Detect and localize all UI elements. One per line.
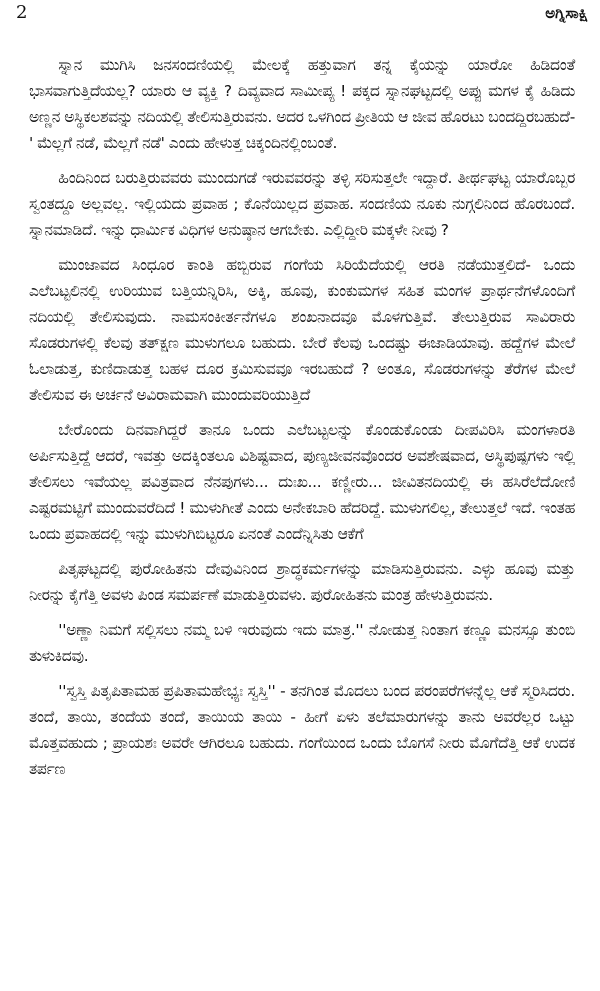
paragraph: ಮುಂಜಾವದ ಸಿಂಧೂರ ಕಾಂತಿ ಹಬ್ಬಿರುವ ಗಂಗೆಯ ಸಿರಿಯೆದೆಯಲ್ಲಿ ಆರತಿ ನಡೆಯುತ್ತಲಿದೆ- ಒಂದು ಎಲೆಬಟ್ಟಲಿನಲ್ಲಿ ಉರಿಯುವ ಬತ್ತಿಯನ್ನಿರಿಸಿ, ಅಕ್ಕಿ, ಹೂವು, ಕುಂಕುಮಗಳ ಸಹಿತ ಮಂಗಳ ಪ್ರಾರ್ಥನೆಗಳೊಂದಿಗೆ ನದಿಯಲ್ಲಿ ತೇಲಿಸುವುದು. ನಾಮಸಂಕೀರ್ತನೆಗಳೂ ಶಂಖನಾದವೂ ಮೊಳಗುತ್ತಿವೆ. ತೇಲುತ್ತಿರುವ ಸಾವಿರಾರು ಸೊಡರುಗಳಲ್ಲಿ ಕೆಲವು ತತ್ಕ್ಷಣ ಮುಳುಗಲೂ ಬಹುದು. ಬೇರೆ ಕೆಲವು ಒಂದಷ್ಟು ಈಜಾಡಿಯಾವು. ಹದ್ದೆಗಳ ಮೇಲೆ ಓಲಾಡುತ್ತ, ಕುಣಿದಾಡುತ್ತ ಬಹಳ ದೂರ ಕ್ರಮಿಸುವವೂ ಇರಬಹುದೆ ? ಅಂತೂ, ಸೊಡರುಗಳನ್ನು ತೆರೆಗಳ ಮೇಲೆ ತೇಲಿಸುವ ಈ ಅರ್ಚನೆ ಅವಿರಾಮವಾಗಿ ಮುಂದುವರಿಯುತ್ತಿದೆ bbox=[29, 256, 575, 404]
page-header bbox=[16, 2, 588, 26]
running-title: ಅಗ್ನಿಸಾಕ್ಷಿ bbox=[545, 4, 588, 22]
paragraph: ಪಿತೃಘಟ್ಟದಲ್ಲಿ ಪುರೋಹಿತನು ದೇವುವಿನಿಂದ ಶ್ರಾದ್ಧಕರ್ಮಗಳನ್ನು ಮಾಡಿಸುತ್ತಿರುವನು. ಎಳ್ಳು ಹೂವು ಮತ್ತು ನೀರನ್ನು ಕೈಗೆತ್ತಿ ಅವಳು ಪಿಂಡ ಸಮರ್ಪಣೆ ಮಾಡುತ್ತಿರುವಳು. ಪುರೋಹಿತನು ಮಂತ್ರ ಹೇಳುತ್ತಿರುವನು. bbox=[29, 560, 575, 604]
paragraph: ಸ್ನಾನ ಮುಗಿಸಿ ಜನಸಂದಣಿಯಲ್ಲಿ ಮೇಲಕ್ಕೆ ಹತ್ತುವಾಗ ತನ್ನ ಕೈಯನ್ನು ಯಾರೋ ಹಿಡಿದಂತೆ ಭಾಸವಾಗುತ್ತಿದೆಯಲ್ಲ? ಯಾರು ಆ ವ್ಯಕ್ತಿ ? ದಿವ್ಯವಾದ ಸಾಮೀಪ್ಯ ! ಪಕ್ಕದ ಸ್ನಾನಘಟ್ಟದಲ್ಲಿ ಅಪ್ಪು ಮಗಳ ಕೈ ಹಿಡಿದು ಅಣ್ಣನ ಅಸ್ಥಿಕಲಶವನ್ನು ನದಿಯಲ್ಲಿ ತೇಲಿಸುತ್ತಿರುವನು. ಅದರ ಒಳಗಿಂದ ಪ್ರೀತಿಯ ಆ ಜೀವ ಹೊರಟು ಬಂದದ್ದಿರಬಹುದೆ-' ಮೆಲ್ಲಗೆ ನಡೆ, ಮೆಲ್ಲಗೆ ನಡೆ' ಎಂದು ಹೇಳುತ್ತ ಚಿಕ್ಕಂದಿನಲ್ಲಿಂಬಂತೆ. bbox=[29, 56, 575, 152]
page-number: 2 bbox=[16, 2, 28, 23]
paragraph: ಬೇರೊಂದು ದಿನವಾಗಿದ್ದರೆ ತಾನೂ ಒಂದು ಎಲೆಬಟ್ಟಲನ್ನು ಕೊಂಡುಕೊಂಡು ದೀಪವಿರಿಸಿ ಮಂಗಳಾರತಿ ಅರ್ಪಿಸುತ್ತಿದ್ದೆ ಆದರೆ, ಇವತ್ತು ಅದಕ್ಕಿಂತಲೂ ವಿಶಿಷ್ಟವಾದ, ಪುಣ್ಯಜೀವನವೊಂದರ ಅವಶೇಷವಾದ, ಅಸ್ಥಿಪುಷ್ಪಗಳು ಇಲ್ಲಿ ತೇಲಿಸಲು ಇವೆಯಲ್ಲ ಪವಿತ್ರವಾದ ನೆನಪುಗಳು... ದುಃಖ... ಕಣ್ಣೀರು... ಜೀವಿತನದಿಯಲ್ಲಿ ಈ ಹಸಿರೆಲೆದೋಣಿ ಎಷ್ಟರಮಟ್ಟಿಗೆ ಮುಂದುವರೆದಿದೆ ! ಮುಳುಗೀತೆ ಎಂದು ಅನೇಕಬಾರಿ ಹೆದರಿದ್ದೆ. ಮುಳುಗಲಿಲ್ಲ, ತೇಲುತ್ತಲೆ ಇದೆ. ಇಂತಹ ಒಂದು ಪ್ರವಾಹದಲ್ಲಿ ಇನ್ನು ಮುಳುಗಿಬಿಟ್ಟರೂ ಏನಂತೆ ಎಂದೆನ್ನಿಸಿತು ಆಕೆಗೆ bbox=[29, 421, 575, 543]
paragraph: ಹಿಂದಿನಿಂದ ಬರುತ್ತಿರುವವರು ಮುಂದುಗಡೆ ಇರುವವರನ್ನು ತಳ್ಳಿ ಸರಿಸುತ್ತಲೇ ಇದ್ದಾರೆ. ತೀರ್ಥಘಟ್ಟ ಯಾರೊಬ್ಬರ ಸ್ವಂತದ್ದೂ ಅಲ್ಲವಲ್ಲ. ಇಲ್ಲಿಯದು ಪ್ರವಾಹ ; ಕೊನೆಯಿಲ್ಲದ ಪ್ರವಾಹ. ಸಂದಣಿಯ ನೂಕು ನುಗ್ಗಲಿನಿಂದ ಹೊರಬಂದೆ. ಸ್ನಾನಮಾಡಿದೆ. ಇನ್ನು ಧಾರ್ಮಿಕ ವಿಧಿಗಳ ಅನುಷ್ಠಾನ ಆಗಬೇಕು. ಎಲ್ಲಿದ್ದೀರಿ ಮಕ್ಕಳೇ ನೀವು ? bbox=[29, 169, 575, 239]
body-text bbox=[29, 52, 575, 791]
paragraph: ''ಅಣ್ಣಾ ನಿಮಗೆ ಸಲ್ಲಿಸಲು ನಮ್ಮ ಬಳಿ ಇರುವುದು ಇದು ಮಾತ್ರ.'' ನೋಡುತ್ತ ನಿಂತಾಗ ಕಣ್ಣೂ ಮನಸ್ಸೂ ತುಂಬಿ ತುಳುಕಿದವು. bbox=[29, 621, 575, 665]
paragraph: ''ಸ್ವಸ್ತಿ ಪಿತೃಪಿತಾಮಹ ಪ್ರಪಿತಾಮಹೇಭ್ಯಃ ಸ್ವಸ್ತಿ'' - ತನಗಿಂತ ಮೊದಲು ಬಂದ ಪರಂಪರೆಗಳನ್ನೆಲ್ಲ ಆಕೆ ಸ್ಮರಿಸಿದರು. ತಂದೆ, ತಾಯಿ, ತಂದೆಯ ತಂದೆ, ತಾಯಿಯ ತಾಯಿ - ಹೀಗೆ ಏಳು ತಲೆಮಾರುಗಳನ್ನು ತಾನು ಅವರೆಲ್ಲರ ಒಟ್ಟು ಮೊತ್ತವಹುದು ; ಪ್ರಾಯಶಃ ಅವರೇ ಆಗಿರಲೂ ಬಹುದು. ಗಂಗೆಯಿಂದ ಒಂದು ಬೊಗಸೆ ನೀರು ಮೊಗೆದೆತ್ತಿ ಆಕೆ ಉದಕ ತರ್ಪಣ bbox=[29, 682, 575, 778]
